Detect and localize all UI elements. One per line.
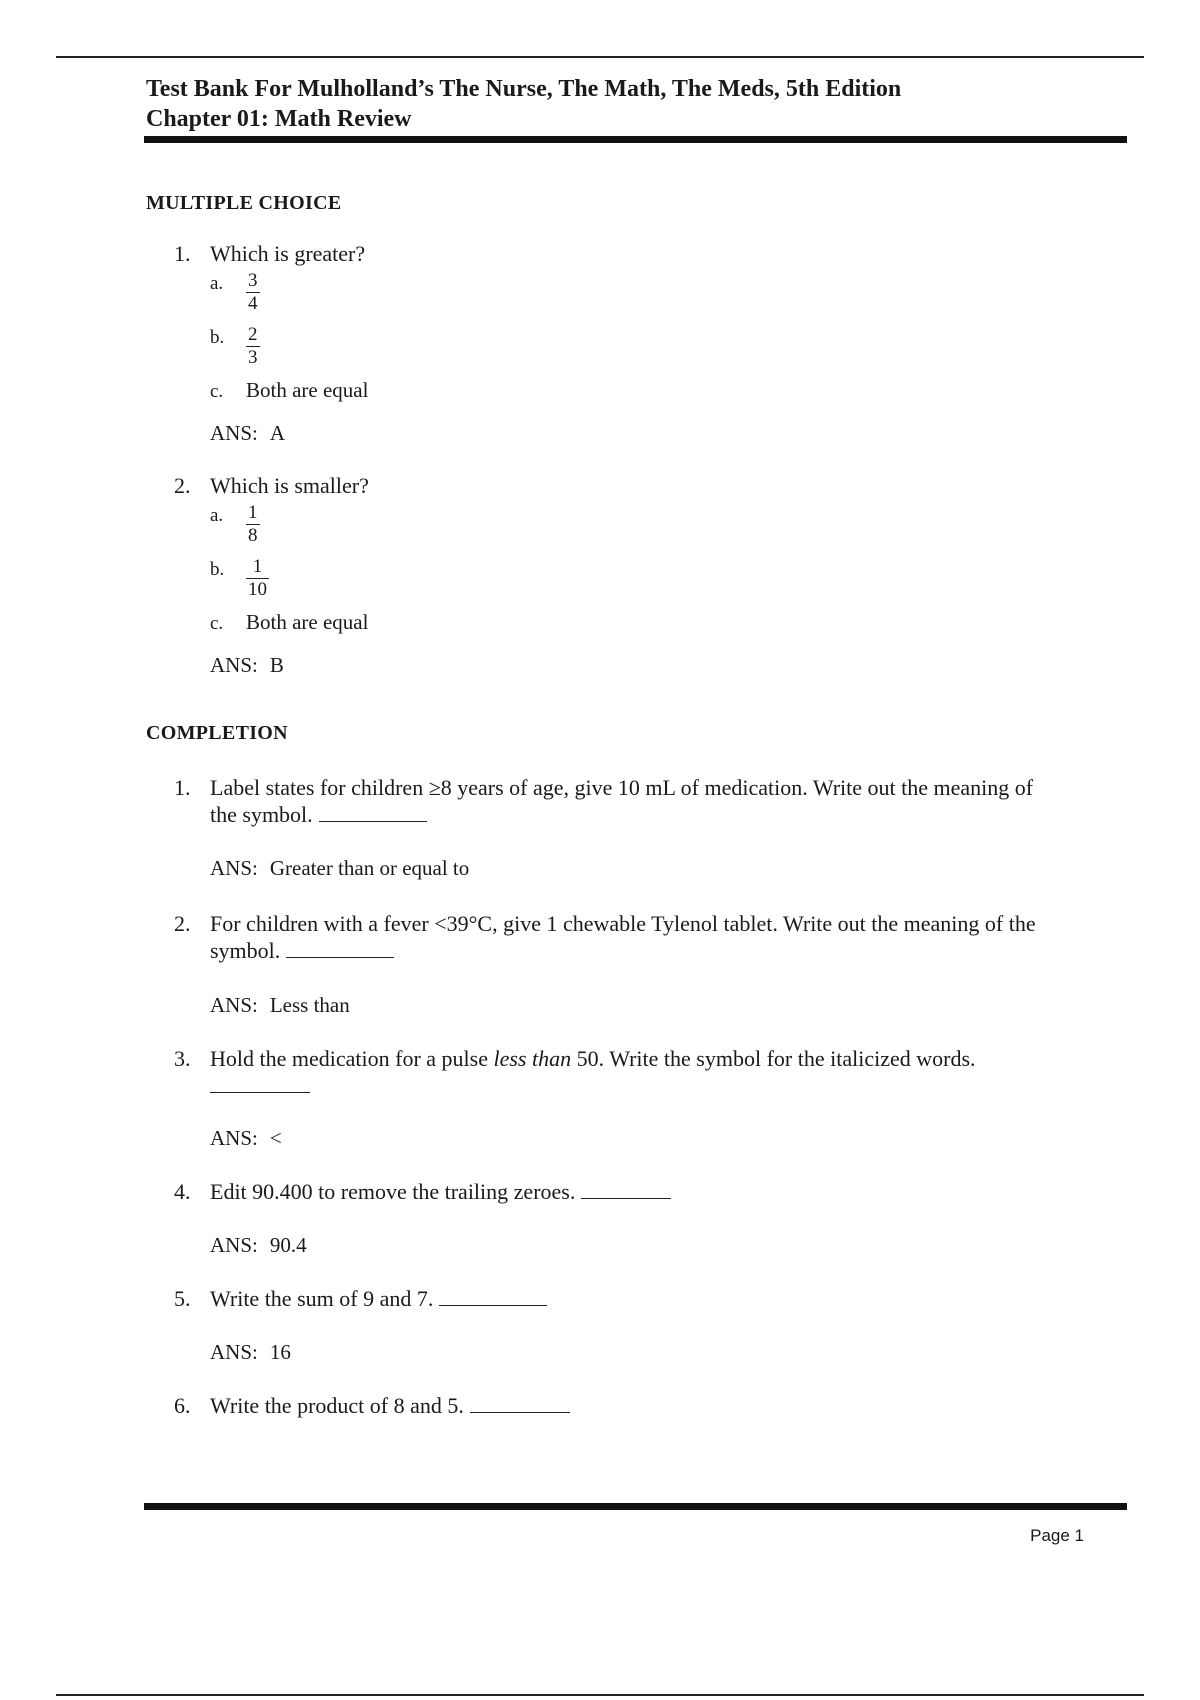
option-text: Both are equal [246, 610, 369, 634]
answer-label: ANS: [210, 856, 258, 880]
numerator: 1 [248, 502, 258, 523]
mc2-option-b [210, 556, 246, 581]
option-letter: b. [210, 559, 225, 580]
mc1-option-a [210, 270, 246, 295]
bottom-page-rule [56, 1694, 1144, 1696]
answer-label: ANS: [210, 1340, 258, 1364]
answer-value: B [269, 653, 284, 677]
mc1-option-a-fraction [246, 270, 260, 315]
question-stem: Which is smaller? [210, 473, 369, 498]
completion4-answer [210, 1233, 307, 1258]
mc-question-1 [174, 240, 1134, 267]
question-number: 6. [174, 1393, 191, 1418]
answer-label: ANS: [210, 653, 258, 677]
completion2-answer [210, 993, 350, 1018]
question-stem-line-1: Label states for children ≥8 years of age, give 10 mL of medication. Write out the meaning of [210, 775, 1034, 800]
numerator: 1 [252, 556, 263, 577]
mc1-option-b [210, 324, 246, 349]
question-stem: Write the sum of 9 and 7. [210, 1286, 434, 1311]
mc1-option-c [210, 378, 368, 403]
header-divider [144, 136, 1127, 143]
question-number: 4. [174, 1179, 191, 1204]
answer-value: < [269, 1126, 282, 1150]
mc1-answer [210, 421, 285, 446]
answer-label: ANS: [210, 993, 258, 1017]
question-number: 2. [174, 911, 191, 936]
question-stem-line-2: symbol. [210, 938, 281, 963]
completion-question-6 [174, 1392, 1134, 1419]
completion-question-2 [174, 910, 1134, 964]
completion-question-1 [174, 774, 1134, 828]
question-number: 2. [174, 473, 191, 498]
option-letter: c. [210, 613, 224, 634]
mc2-option-a [210, 502, 246, 527]
question-number: 1. [174, 775, 191, 800]
section-heading-multiple-choice: MULTIPLE CHOICE [146, 192, 342, 214]
completion-question-4 [174, 1178, 1134, 1205]
mc2-option-b-fraction [246, 556, 269, 601]
answer-blank[interactable] [470, 1394, 570, 1413]
section-heading-completion: COMPLETION [146, 722, 288, 744]
answer-blank[interactable] [210, 1074, 310, 1093]
answer-value: 90.4 [269, 1233, 307, 1257]
denominator: 3 [248, 347, 258, 368]
answer-value: 16 [269, 1340, 291, 1364]
question-number: 3. [174, 1046, 191, 1071]
document-title: Test Bank For Mulholland’s The Nurse, The Math, The Meds, 5th Edition [146, 76, 902, 102]
option-letter: a. [210, 273, 224, 294]
numerator: 2 [248, 324, 258, 345]
question-stem-line-2: the symbol. [210, 802, 313, 827]
chapter-title: Chapter 01: Math Review [146, 106, 412, 132]
completion1-answer [210, 856, 469, 881]
question-stem: Write the product of 8 and 5. [210, 1393, 464, 1418]
completion3-answer [210, 1126, 282, 1151]
question-stem: Edit 90.400 to remove the trailing zeroes. [210, 1179, 576, 1204]
top-page-rule [56, 56, 1144, 58]
mc1-option-b-fraction [246, 324, 260, 369]
question-stem: Which is greater? [210, 241, 366, 266]
completion5-answer [210, 1340, 291, 1365]
question-stem-italic: less than [493, 1046, 572, 1071]
denominator: 10 [248, 579, 267, 600]
answer-blank[interactable] [286, 939, 394, 958]
answer-label: ANS: [210, 1233, 258, 1257]
option-letter: c. [210, 381, 224, 402]
question-stem-start: Hold the medication for a pulse [210, 1046, 494, 1071]
footer-divider [144, 1503, 1127, 1510]
denominator: 4 [248, 293, 258, 314]
mc2-option-a-fraction [246, 502, 260, 547]
answer-blank[interactable] [439, 1287, 547, 1306]
completion-question-3 [174, 1045, 1134, 1099]
mc2-option-c [210, 610, 368, 635]
option-letter: b. [210, 327, 225, 348]
page-number: Page 1 [1030, 1526, 1084, 1545]
answer-value: A [269, 421, 286, 445]
document-header [146, 74, 1126, 134]
option-text: Both are equal [246, 378, 369, 402]
question-number: 1. [174, 241, 191, 266]
question-stem-end: 50. Write the symbol for the italicized words. [571, 1046, 976, 1071]
option-letter: a. [210, 505, 224, 526]
question-stem-line-1: For children with a fever <39°C, give 1 chewable Tylenol tablet. Write out the meaning of the [210, 911, 1036, 936]
mc2-answer [210, 653, 284, 678]
answer-label: ANS: [210, 421, 258, 445]
answer-blank[interactable] [319, 803, 427, 822]
answer-blank[interactable] [581, 1180, 671, 1199]
answer-value: Less than [269, 993, 350, 1017]
answer-label: ANS: [210, 1126, 258, 1150]
completion-question-5 [174, 1285, 1134, 1312]
question-number: 5. [174, 1286, 191, 1311]
denominator: 8 [248, 525, 258, 546]
numerator: 3 [248, 270, 258, 291]
mc-question-2 [174, 472, 1134, 499]
answer-value: Greater than or equal to [269, 856, 470, 880]
